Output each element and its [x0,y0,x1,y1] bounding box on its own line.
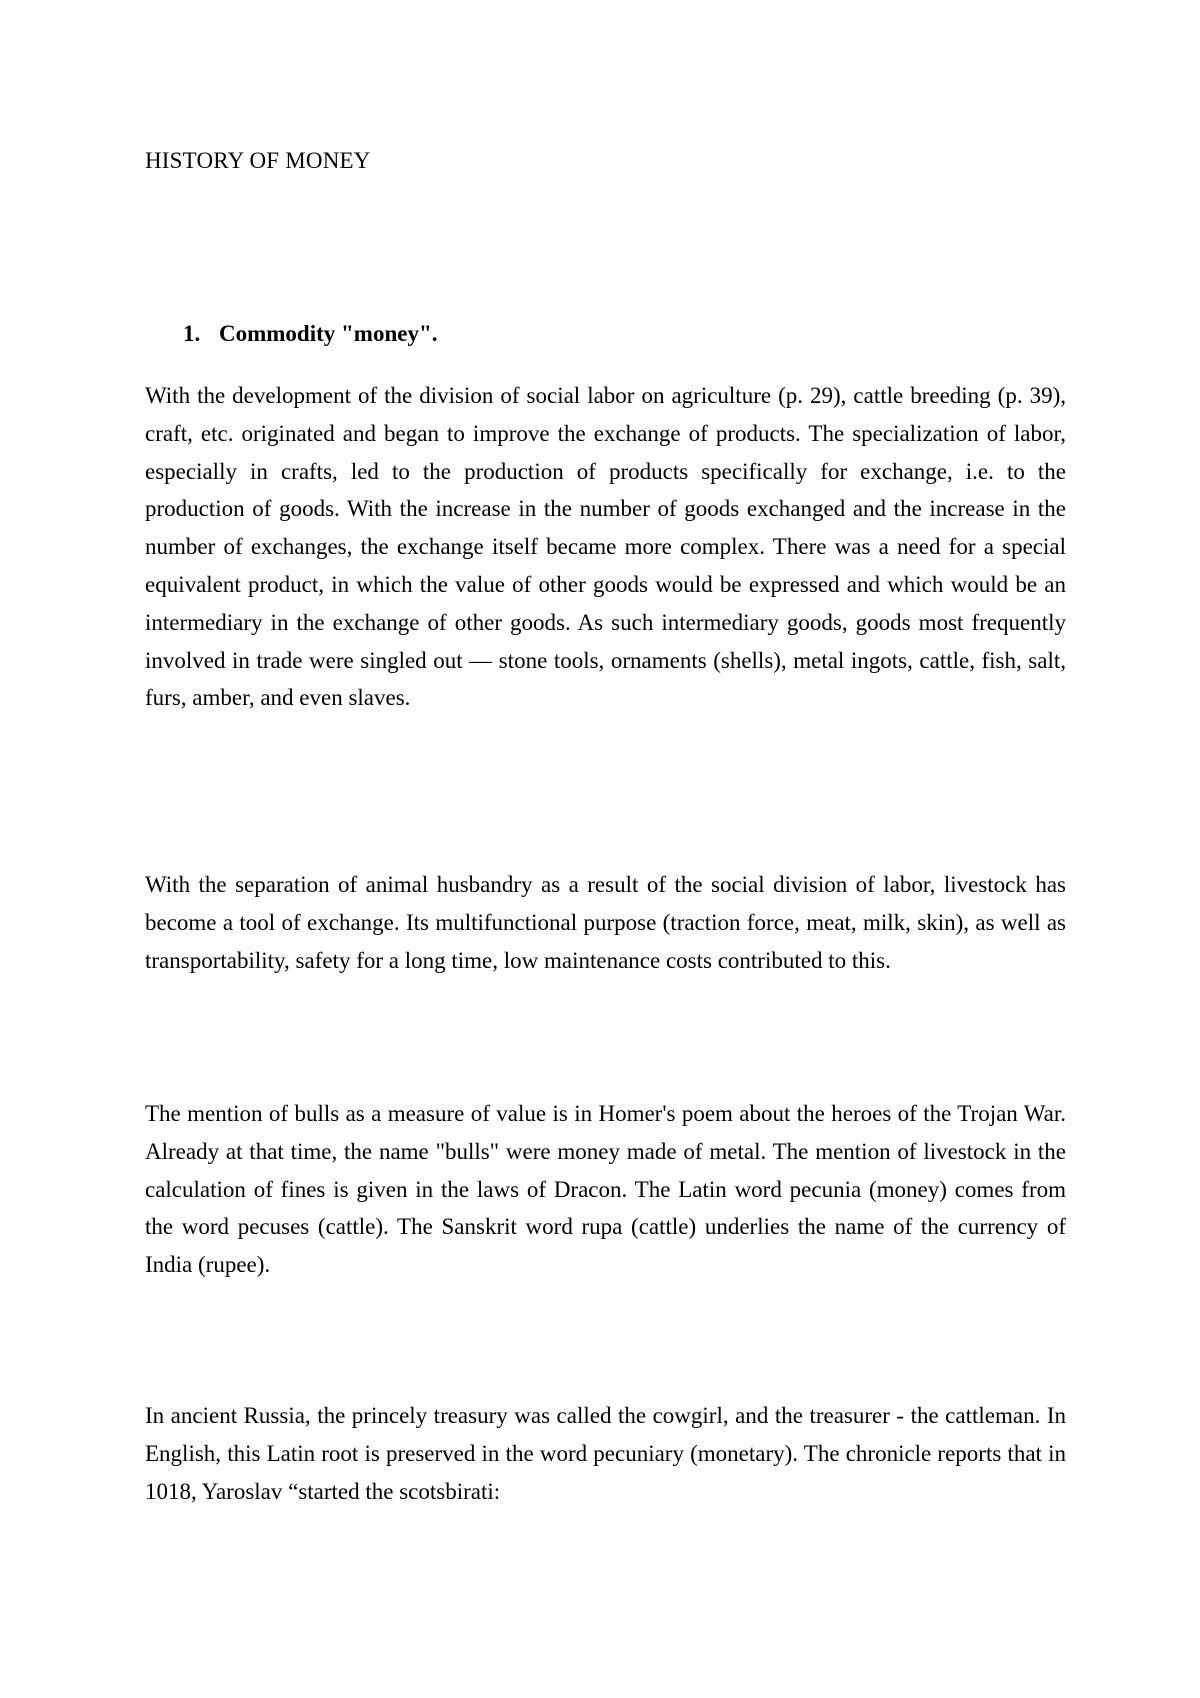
section-heading [183,319,437,349]
paragraph-commodity-exchange: With the development of the division of social labor on agriculture (p. 29), cattle breeding (p. 39), craft, etc. originated and began to improve the exchange of products. The specialization of labor, especially in crafts, led to the production of products specifically for exchange, i.e. to the production of goods. With the increase in the number of goods exchanged and the increase in the number of exchanges, the exchange itself became more complex. There was a need for a special equivalent product, in which the value of other goods would be expressed and which would be an intermediary in the exchange of other goods. As such intermediary goods, goods most frequently involved in trade were singled out — stone tools, ornaments (shells), metal ingots, cattle, fish, salt, furs, amber, and even slaves. [145,383,1066,711]
document-title: HISTORY OF MONEY [145,148,371,173]
paragraph-bulls-measure: The mention of bulls as a measure of value is in Homer's poem about the heroes of the Trojan War. Already at that time, the name "bulls" were money made of metal. The mention of livestock in the calculation of fines is given in the laws of Dracon. The Latin word pecunia (money) comes from the word pecuses (cattle). The Sanskrit word rupa (cattle) underlies the name of the currency of India (rupee). [145,1101,1066,1278]
section-heading-text: Commodity "money". [219,321,438,346]
section-number: 1. [183,321,201,346]
paragraph-ancient-russia: In ancient Russia, the princely treasury was called the cowgirl, and the treasurer - the cattleman. In English, this Latin root is preserved in the word pecuniary (monetary). The chronicle reports that in 1018, Yaroslav “started the scotsbirati: [145,1403,1066,1504]
paragraph-livestock: With the separation of animal husbandry as a result of the social division of labor, livestock has become a tool of exchange. Its multifunctional purpose (traction force, meat, milk, skin), as well as transportability, safety for a long time, low maintenance costs contributed to this. [145,872,1066,973]
